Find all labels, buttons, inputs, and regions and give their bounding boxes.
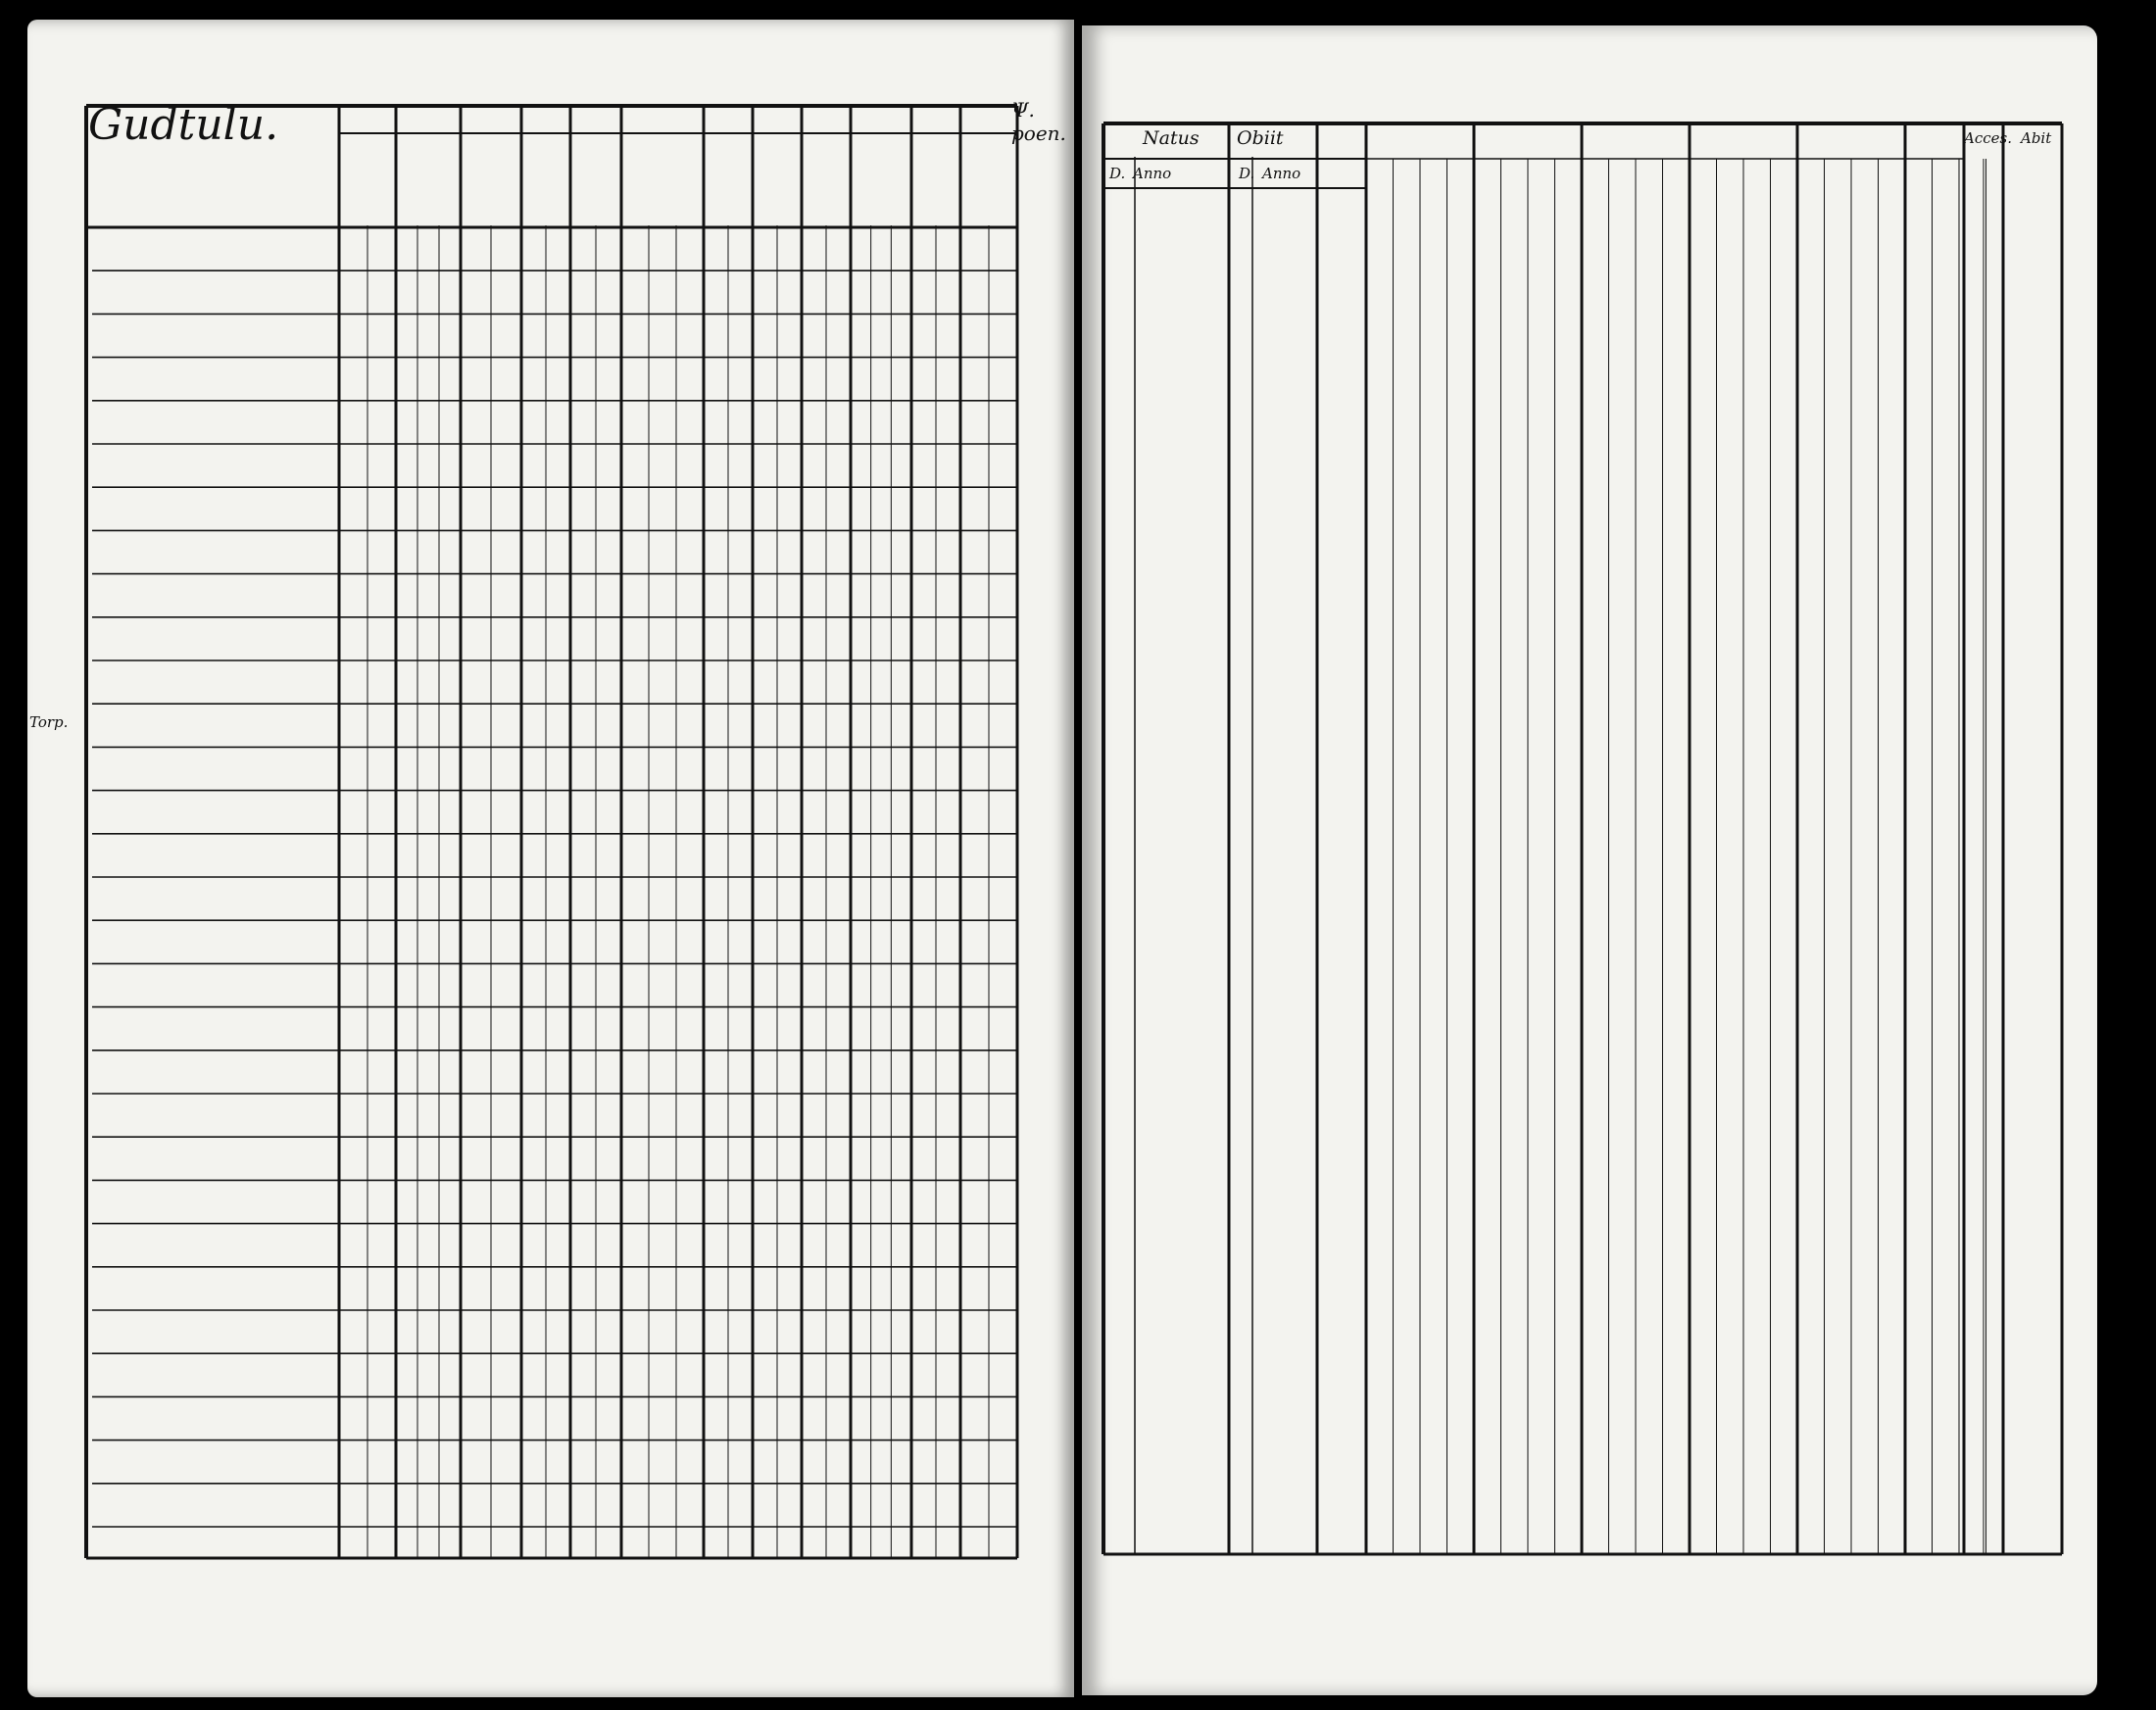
- margin-note-top: Ψ. poen.: [1011, 98, 1066, 145]
- left-table-grid: [27, 20, 1074, 1697]
- margin-note-left: Torp.: [29, 713, 69, 731]
- parish-heading: Gudtulu.: [88, 100, 279, 150]
- left-page: [27, 20, 1074, 1697]
- accessit-header: Acces.: [1964, 129, 2012, 147]
- right-page: [1082, 25, 2097, 1695]
- natus-d-header: D.: [1109, 165, 1126, 182]
- obiit-d-header: D.: [1239, 165, 1255, 182]
- abiit-header: Abit: [2021, 129, 2052, 147]
- obiit-anno-header: Anno: [1262, 165, 1301, 182]
- obiit-header: Obiit: [1237, 127, 1284, 149]
- right-table-grid: [1082, 25, 2097, 1695]
- natus-anno-header: Anno: [1133, 165, 1172, 182]
- natus-header: Natus: [1143, 127, 1200, 149]
